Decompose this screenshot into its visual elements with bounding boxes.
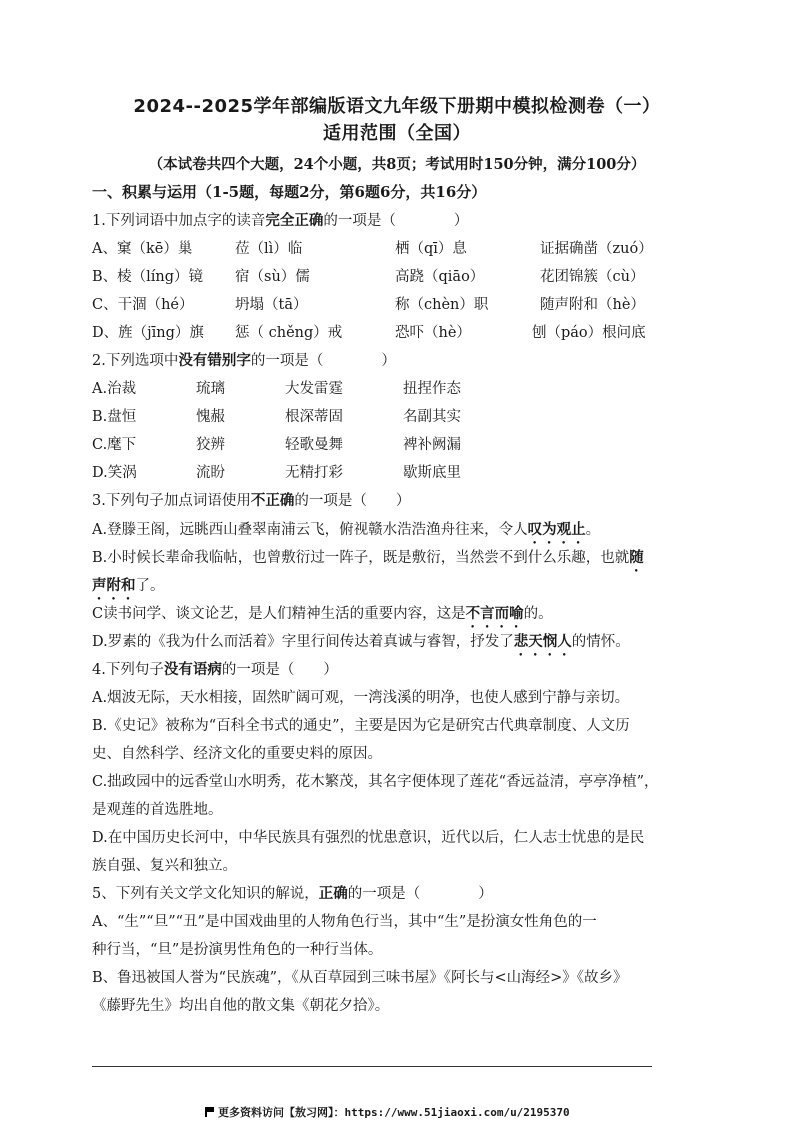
stem-text: 的一项是（ ）: [323, 213, 469, 229]
question-1-stem: [92, 209, 468, 230]
section-heading: 一、积累与运用（1-5题，每题2分，第6题6分，共16分）: [92, 183, 487, 201]
option-a-4: 证据确凿（zuó）: [540, 241, 653, 257]
option-c-1: C、干涸（hé）: [92, 297, 194, 313]
question-5-stem: [92, 882, 493, 903]
option-d-3: 无精打彩: [285, 465, 343, 481]
option-d-1: D.笑涡: [92, 465, 137, 481]
option-c-4: 裨补阙漏: [403, 437, 461, 453]
option-d-3: 恐吓（hè）: [395, 325, 471, 341]
option-text: 。: [585, 522, 601, 538]
question-2-stem: [92, 349, 396, 370]
footer[interactable]: [205, 1104, 570, 1120]
question-4-option-c-line1: C.拙政园中的远香堂山水明秀，花木繁茂，其名字便体现了莲花“香远益清，亭亭净植”，: [92, 774, 659, 790]
question-4-option-d-line1: D.在中国历史长河中，中华民族具有强烈的忧患意识，近代以后，仁人志士忧患的是民: [92, 830, 645, 846]
stem-text: 4.下列句子: [92, 662, 164, 678]
question-3-option-a: [92, 518, 600, 547]
stem-text: 1.下列词语中加点字的读音: [92, 213, 266, 229]
stem-text: 3.下列句子加点词语使用: [92, 493, 251, 509]
option-b-1: B.盘恒: [92, 409, 137, 425]
question-5-option-a-line1: A、“生”“旦”“丑”是中国戏曲里的人物角色行当，其中“生”是扮演女性角色的一: [92, 914, 597, 930]
question-3-option-b-line1: [92, 546, 644, 575]
question-3-stem: [92, 489, 410, 510]
stem-text: 的一项是（ ）: [347, 886, 493, 902]
option-b-3: 根深蒂固: [285, 409, 343, 425]
question-5-option-b-line2: 《藤野先生》均出自他的散文集《朝花夕拾》。: [92, 998, 390, 1014]
question-4-option-a: A.烟波无际，天水相接，固然旷阔可观，一湾浅溪的明净，也使人感到宁静与亲切。: [92, 690, 630, 706]
option-text: B.小时候长辈命我临帖，也曾敷衍过一阵子，既是敷衍，当然尝不到什么乐趣，也就: [92, 550, 630, 566]
option-text: C读书问学、谈文论艺，是人们精神生活的重要内容，这是: [92, 606, 466, 622]
flag-icon: [205, 1107, 214, 1117]
option-b-1: B、棱（líng）镜: [92, 269, 204, 285]
stem-emphasis: 没有错别字: [178, 352, 251, 369]
stem-text: 2.下列选项中: [92, 353, 179, 369]
option-a-3: 栖（qī）息: [395, 241, 467, 257]
stem-emphasis: 正确: [318, 885, 348, 902]
question-3-option-b-line2: [92, 574, 165, 603]
footer-link[interactable]: 更多资料访问【敖习网】：https://www.51jiaoxi.com/u/2195370: [218, 1106, 570, 1119]
question-4-stem: [92, 658, 338, 679]
question-3-option-c: [92, 602, 553, 631]
question-5-option-a-line2: 种行当，“旦”是扮演男性角色的一种行当体。: [92, 942, 383, 958]
dotted-term: 随: [629, 549, 644, 566]
stem-emphasis: 没有语病: [163, 661, 222, 678]
question-5-option-b-line1: B、鲁迅被国人誉为“民族魂”，《从百草园到三味书屋》《阿长与<山海经>》《故乡》: [92, 970, 628, 986]
option-text: D.罗素的《我为什么而活着》字里行间传达着真诚与睿智，抒发了: [92, 634, 514, 650]
option-a-1: A、窠（kē）巢: [92, 241, 193, 257]
question-4-option-d-line2: 族自强、复兴和独立。: [92, 858, 237, 874]
exam-scope: 适用范围（全国）: [323, 123, 471, 144]
option-c-4: 随声附和（hè）: [540, 297, 645, 313]
option-c-3: 轻歌曼舞: [285, 437, 343, 453]
option-a-1: A.治裁: [92, 381, 137, 397]
option-a-4: 扭捏作态: [403, 381, 461, 397]
stem-emphasis: 完全正确: [265, 212, 324, 229]
option-b-4: 名副其实: [403, 409, 461, 425]
option-b-4: 花团锦簇（cù）: [540, 269, 645, 285]
question-4-option-b-line1: B.《史记》被称为“百科全书式的通史”，主要是因为它是研究古代典章制度、人文历: [92, 718, 630, 734]
option-b-2: 宿（sù）儒: [235, 269, 310, 285]
dotted-term: 不言而喻: [465, 605, 524, 622]
question-3-option-d: [92, 630, 630, 659]
exam-instructions: （本试卷共四个大题，24个小题，共8页；考试用时150分钟，满分100分）: [148, 156, 646, 173]
option-a-2: 琉璃: [196, 381, 225, 397]
option-text: A.登滕王阁，远眺西山叠翠南浦云飞，俯视赣水浩浩渔舟往来，令人: [92, 522, 528, 538]
option-c-3: 称（chèn）职: [395, 297, 489, 313]
footer-divider: [92, 1066, 652, 1067]
question-4-option-c-line2: 是观莲的首选胜地。: [92, 802, 223, 818]
option-c-2: 狡辨: [196, 437, 225, 453]
option-c-2: 坍塌（tā）: [235, 297, 308, 313]
option-text: 了。: [135, 578, 165, 594]
stem-text: 的一项是（ ）: [250, 353, 396, 369]
stem-emphasis: 不正确: [250, 492, 295, 509]
option-text: 的。: [523, 606, 553, 622]
option-d-2: 惩（ chěng）戒: [235, 325, 343, 341]
option-d-2: 流盼: [196, 465, 225, 481]
dotted-term: 叹为观止: [527, 521, 586, 538]
option-d-4: 歇斯底里: [403, 465, 461, 481]
option-a-2: 莅（lì）临: [235, 241, 303, 257]
option-a-3: 大发雷霆: [285, 381, 343, 397]
dotted-term: 声附和: [92, 577, 136, 594]
stem-text: 的一项是（ ）: [294, 493, 411, 509]
stem-text: 的一项是（ ）: [221, 662, 338, 678]
option-text: 的情怀。: [571, 634, 630, 650]
option-b-2: 愧赧: [196, 409, 225, 425]
option-d-4: 刨（páo）根问底: [532, 325, 646, 341]
option-b-3: 高跷（qiāo）: [395, 269, 485, 285]
exam-title: 2024--2025学年部编版语文九年级下册期中模拟检测卷（一）: [133, 96, 661, 117]
option-d-1: D、旌（jīng）旗: [92, 325, 204, 341]
option-c-1: C.麾下: [92, 437, 137, 453]
question-4-option-b-line2: 史、自然科学、经济文化的重要史料的原因。: [92, 746, 382, 762]
dotted-term: 悲天悯人: [513, 633, 572, 650]
stem-text: 5、下列有关文学文化知识的解说，: [92, 886, 319, 902]
